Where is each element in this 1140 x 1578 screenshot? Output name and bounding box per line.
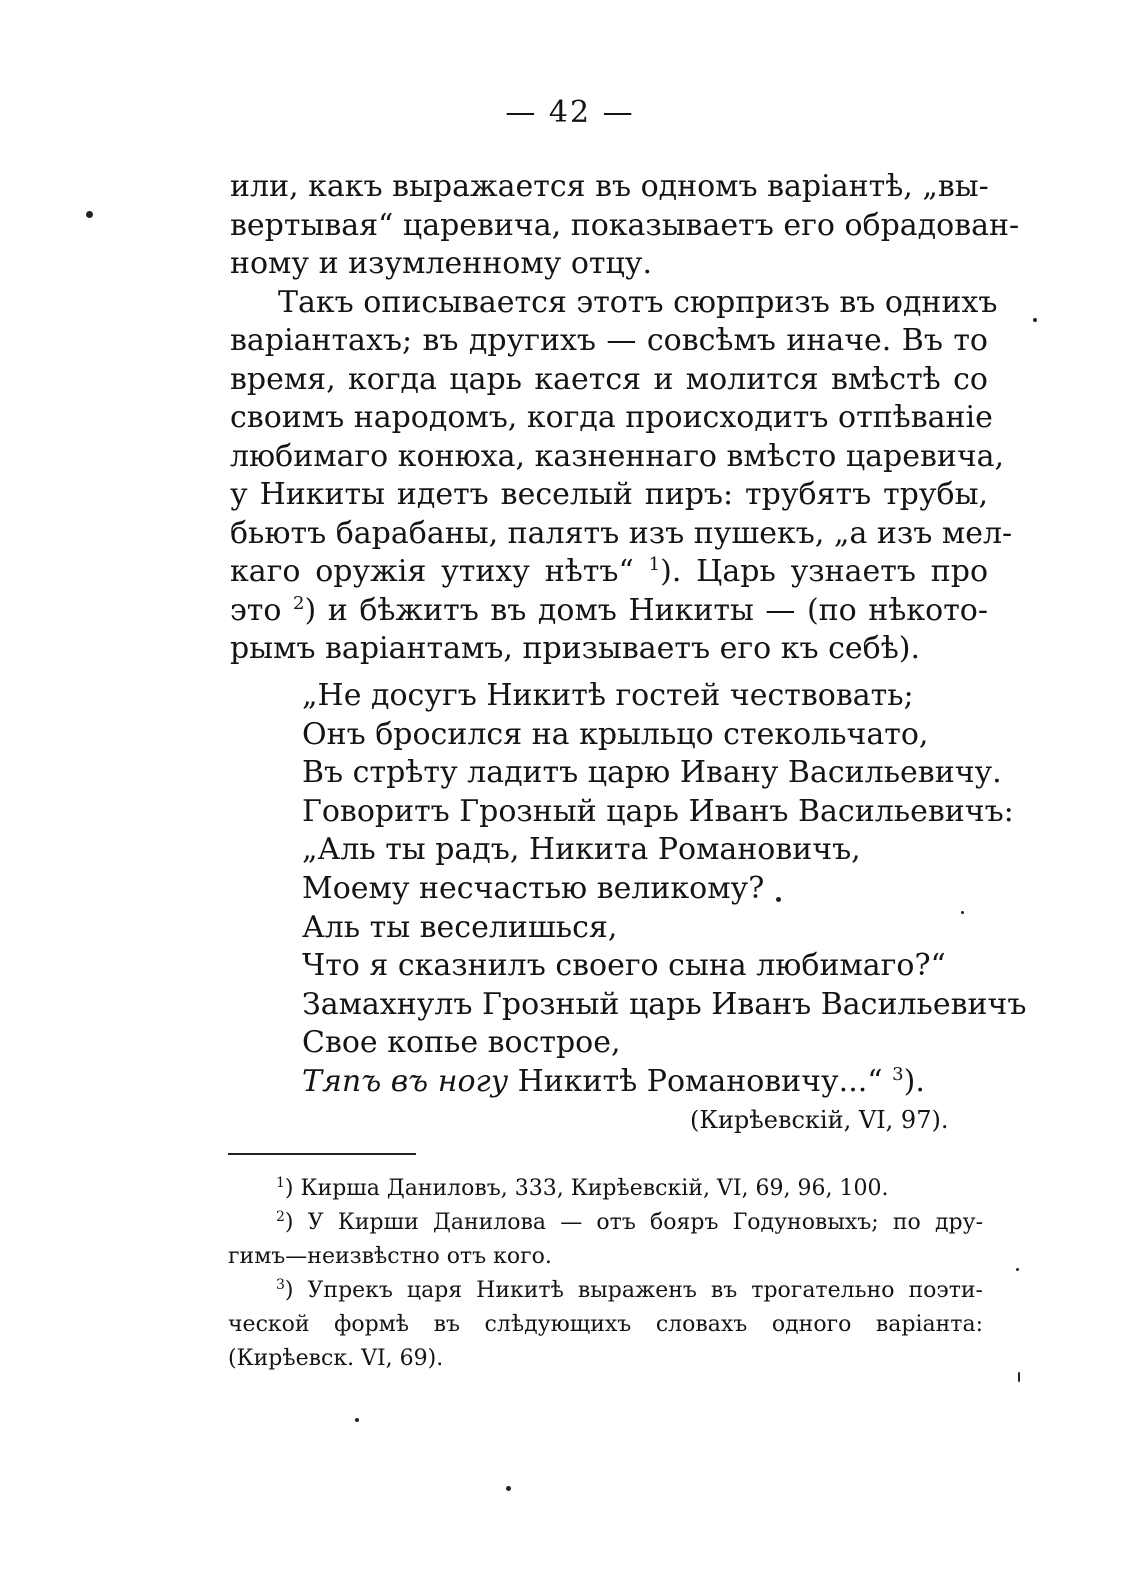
footnote-ref-1[interactable]: 1 (648, 554, 661, 575)
footnote-text: ) Кирша Даниловъ, 333, Кирѣевскій, VI, 69, 96, 100. (284, 1176, 889, 1201)
verse-attribution: (Кирѣевскій, VI, 97). (690, 1106, 949, 1134)
body-text (230, 168, 1020, 669)
text-line (230, 592, 988, 631)
footnotes (228, 1172, 983, 1376)
footnote-ref-3[interactable]: 3 (892, 1063, 904, 1085)
verse-line: „Аль ты радъ, Никита Романовичъ, (302, 832, 861, 868)
text-line: своимъ народомъ, когда происходитъ отпѣваніе (230, 400, 993, 435)
paragraph-2 (230, 284, 1013, 669)
text-line: вертывая“ царевича, показываетъ его обрадован- (230, 207, 1020, 243)
verse-line (302, 1063, 1026, 1102)
text-segment: каго оружія утиху нѣтъ“ (230, 554, 649, 589)
paper-speck (961, 911, 964, 914)
text-segment: ) и бѣжитъ въ домъ Никиты — (по нѣкото- (304, 592, 988, 628)
verse-line: Говоритъ Грозный царь Иванъ Васильевичъ: (302, 793, 1014, 829)
footnote-ref-2[interactable]: 2 (293, 592, 305, 614)
paper-speck (1018, 1372, 1020, 1382)
text-segment: Никитѣ Романовичу...“ (508, 1063, 893, 1099)
footnote-text: (Кирѣевск. VI, 69). (228, 1346, 444, 1371)
text-line: Такъ описывается этотъ сюрпризъ въ однихъ (278, 284, 998, 320)
footnote-2 (228, 1206, 983, 1240)
verse-line: „Не досугъ Никитѣ гостей чествовать; (302, 678, 914, 713)
verse-line: Что я сказнилъ своего сына любимаго?“ (302, 948, 946, 984)
text-line: рымъ варіантамъ, призываетъ его къ себѣ). (230, 631, 921, 666)
text-line: варіантахъ; въ другихъ — совсѣмъ иначе. Въ то (230, 323, 988, 358)
verse-line: Замахнулъ Грозный царь Иванъ Васильевичъ (302, 986, 1027, 1022)
text-line: время, когда царь кается и молится вмѣстѣ со (230, 361, 988, 397)
footnote-1 (228, 1172, 983, 1206)
text-segment: ). Царь узнаетъ про (660, 554, 989, 589)
footnote-mark: 3 (276, 1277, 285, 1293)
footnote-text: ) Упрекъ царя Никитѣ выраженъ въ трогательно поэти- (284, 1278, 983, 1303)
footnote-mark: 1 (276, 1175, 285, 1191)
verse-line: Свое копье вострое, (302, 1025, 621, 1061)
paper-speck (1016, 1268, 1019, 1271)
verse-line: Моему несчастью великому? (302, 870, 765, 906)
footnote-text: гимъ—неизвѣстно отъ кого. (228, 1244, 552, 1269)
text-line: ному и изумленному отцу. (230, 246, 652, 281)
text-line: бьютъ барабаны, палятъ изъ пушекъ, „а изъ мел- (230, 515, 1013, 551)
text-line: или, какъ выражается въ одномъ варіантѣ, „вы- (230, 169, 989, 204)
verse-line: Аль ты веселишься, (302, 909, 618, 945)
text-line: у Никиты идетъ веселый пиръ: трубятъ трубы, (230, 477, 988, 512)
footnote-text: ) У Кирши Данилова — отъ бояръ Годуновыхъ; по дру- (284, 1210, 983, 1235)
paper-speck (506, 1486, 511, 1491)
verse-line: Въ стрѣту ладитъ царю Ивану Васильевичу. (302, 755, 1002, 791)
paper-speck (776, 897, 781, 902)
paper-speck (86, 211, 93, 218)
paper-speck (1033, 318, 1037, 322)
footnote-mark: 2 (276, 1209, 285, 1225)
footnote-3 (228, 1274, 983, 1308)
text-segment: ). (903, 1063, 925, 1099)
text-line: любимаго конюха, казненнаго вмѣсто царевича, (230, 438, 1005, 474)
paper-speck (355, 1418, 359, 1422)
verse-line: Онъ бросился на крыльцо стекольчато, (302, 716, 929, 752)
footnote-text: ческой формѣ въ слѣдующихъ словахъ одного варіанта: (228, 1312, 983, 1337)
text-line (230, 553, 988, 592)
verse-quote (302, 677, 1026, 1102)
page-number: — 42 — (505, 95, 635, 130)
text-segment: это (230, 592, 294, 628)
footnote-divider (228, 1153, 416, 1155)
italic-emphasis: Тяпъ въ ногу (302, 1063, 509, 1099)
paragraph-1 (230, 168, 1020, 284)
